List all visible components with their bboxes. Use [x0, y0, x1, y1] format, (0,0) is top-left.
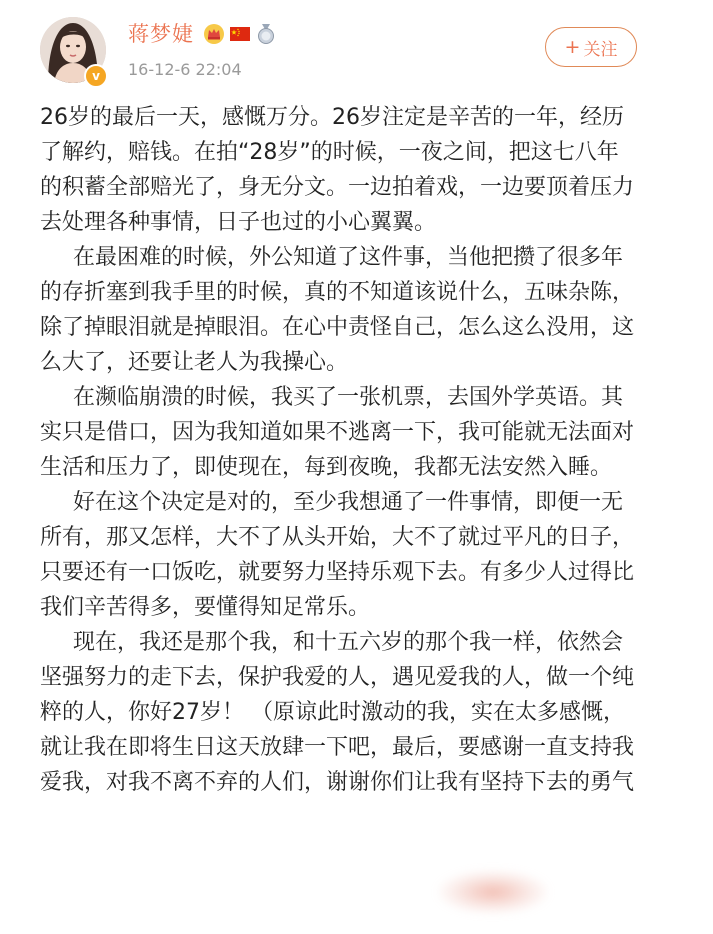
plus-icon: + [564, 35, 581, 58]
username[interactable]: 蒋梦婕 [128, 22, 194, 46]
crown-badge-icon[interactable] [203, 23, 225, 45]
follow-button[interactable] [545, 27, 637, 67]
user-badges [203, 22, 277, 46]
china-flag-icon[interactable] [229, 23, 251, 45]
post-paragraph: 在最困难的时候，外公知道了这件事，当他把攒了很多年的存折塞到我手里的时候，真的不知道该说什么，五味杂陈，除了掉眼泪就是掉眼泪。在心中责怪自己，怎么这么没用，这么大了，还要让老人为我操心。 [40, 245, 635, 375]
blurred-redaction [438, 870, 548, 914]
verified-badge: v [84, 64, 108, 88]
post-paragraph: 在濒临崩溃的时候，我买了一张机票，去国外学英语。其实只是借口，因为我知道如果不逃离一下，我可能就无法面对生活和压力了，即使现在，每到夜晚，我都无法安然入睡。 [40, 385, 635, 480]
post-content [40, 100, 640, 800]
post-paragraph: 现在，我还是那个我，和十五六岁的那个我一样，依然会坚强努力的走下去，保护我爱的人，遇见爱我的人，做一个纯粹的人，你好27岁！ （原谅此时激动的我，实在太多感慨，就让我在即将生日这天放肆一下吧，最后，要感谢一直支持我爱我，对我不离不弃的人们，谢谢你们让我有坚持下去的勇气 [40, 630, 635, 795]
post-timestamp[interactable]: 16-12-6 22:04 [128, 60, 242, 79]
follow-button-label: 关注 [583, 39, 618, 60]
post-header [0, 0, 713, 100]
post-paragraph: 好在这个决定是对的，至少我想通了一件事情，即便一无所有，那又怎样，大不了从头开始，大不了就过平凡的日子，只要还有一口饭吃，就要努力坚持乐观下去。有多少人过得比我们辛苦得多，要懂得知足常乐。 [40, 490, 635, 620]
medal-icon[interactable] [255, 23, 277, 45]
post-paragraph: 26岁的最后一天，感慨万分。26岁注定是辛苦的一年，经历了解约，赔钱。在拍“28岁”的时候，一夜之间，把这七八年的积蓄全部赔光了，身无分文。一边拍着戏，一边要顶着压力去处理各种事情，日子也过的小心翼翼。 [40, 105, 635, 235]
